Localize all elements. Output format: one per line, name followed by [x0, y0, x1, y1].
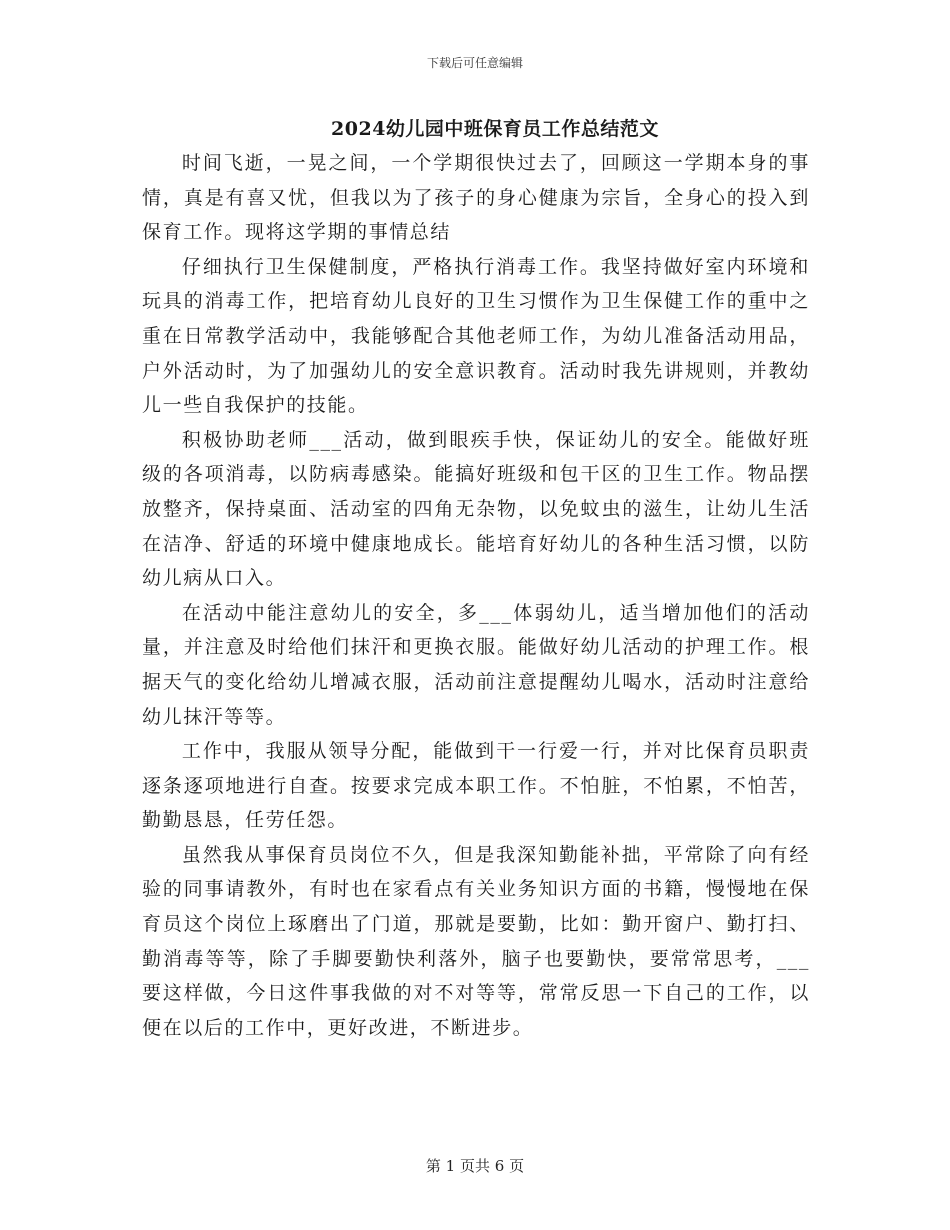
page-header-note: 下载后可任意编辑: [426, 56, 523, 70]
paragraph-assist: 积极协助老师___活动，做到眼疾手快，保证幼儿的安全。能做好班级的各项消毒，以防病毒感染。能搞好班级和包干区的卫生工作。物品摆放整齐，保持桌面、活动室的四角无杂物，以免蚊虫的滋生，让幼儿生活在洁净、舒适的环境中健康地成长。能培育好幼儿的各种生活习惯，以防幼儿病从口入。: [142, 428, 810, 590]
document-body: [142, 146, 810, 1045]
paragraph-safety: 在活动中能注意幼儿的安全，多___体弱幼儿，适当增加他们的活动量，并注意及时给他们抹汗和更换衣服。能做好幼儿活动的护理工作。根据天气的变化给幼儿增减衣服，活动前注意提醒幼儿喝水，活动时注意给幼儿抹汗等等。: [142, 601, 810, 728]
paragraph-diligence: 虽然我从事保育员岗位不久，但是我深知勤能补拙，平常除了向有经验的同事请教外，有时也在家看点有关业务知识方面的书籍，慢慢地在保育员这个岗位上琢磨出了门道，那就是要勤，比如：勤开窗户、勤打扫、勤消毒等等，除了手脚要勤快利落外，脑子也要勤快，要常常思考，___要这样做，今日这件事我做的对不对等等，常常反思一下自己的工作，以便在以后的工作中，更好改进，不断进步。: [142, 843, 810, 1039]
paragraph-intro: 时间飞逝，一晃之间，一个学期很快过去了，回顾这一学期本身的事情，真是有喜又忧，但我以为了孩子的身心健康为宗旨，全身心的投入到保育工作。现将这学期的事情总结: [142, 152, 810, 244]
page-footer-number: 第 1 页共 6 页: [425, 1157, 525, 1175]
document-title: 2024幼儿园中班保育员工作总结范文: [331, 118, 659, 140]
paragraph-hygiene: 仔细执行卫生保健制度，严格执行消毒工作。我坚持做好室内环境和玩具的消毒工作，把培育幼儿良好的卫生习惯作为卫生保健工作的重中之重在日常教学活动中，我能够配合其他老师工作，为幼儿准备活动用品，户外活动时，为了加强幼儿的安全意识教育。活动时我先讲规则，并教幼儿一些自我保护的技能。: [142, 255, 810, 417]
paragraph-duty: 工作中，我服从领导分配，能做到干一行爱一行，并对比保育员职责逐条逐项地进行自查。按要求完成本职工作。不怕脏，不怕累，不怕苦，勤勤恳恳，任劳任怨。: [142, 740, 810, 832]
